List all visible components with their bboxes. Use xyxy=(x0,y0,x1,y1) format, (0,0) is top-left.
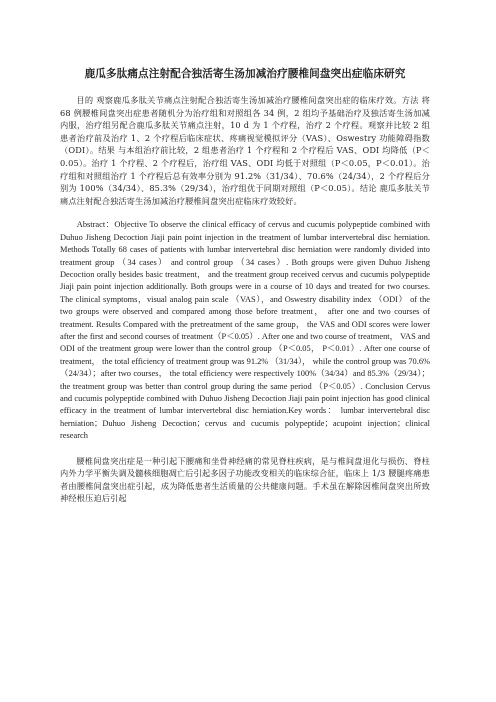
body-introduction: 腰椎间盘突出症是一种引起下腰痛和坐骨神经痛的常见脊柱疾病，是与椎间盘退化与损伤、脊柱内外力学平衡失调及髓核细胞凋亡后引起多因子功能改变相关的临床综合征，临床上 1/3 腰腿疼痛患者由腰椎间盘突出症引起，成为降低患者生活质量的公共健康问题。手术虽在解除因椎间盘突出所致神经根压迫后引起 xyxy=(60,455,430,504)
paper-page xyxy=(60,62,430,505)
paper-title: 鹿瓜多肽痛点注射配合独活寄生汤加减治疗腰椎间盘突出症临床研究 xyxy=(84,68,406,80)
abstract-english: Abstract：Objective To observe the clinical efficacy of cervus and cucumis polypeptide combined with Duhuo Jisheng Decoction Jiaji pain point injection in the treatment of lumbar intervertebral disc herniation. Methods Totally 68 cases of patients with lumbar intervertebral disc herniation were randomly divided into treatment group （34 cases） and control group （34 cases）. Both groups were given Duhuo Jisheng Decoction orally besides basic treatment， and the treatment group received cervus and cucumis polypeptide Jiaji pain point injection additionally. Both groups were in a course of 10 days and treated for two courses. The clinical symptoms，visual analog pain scale （VAS），and Oswestry disability index （ODI） of the two groups were observed and compared among those before treatment， after one and two courses of treatment. Results Compared with the pretreatment of the same group， the VAS and ODI scores were lower after the first and second courses of treatment（P＜0.05）. After one and two course of treatment， VAS and ODI of the treatment group were lower than the control group （P＜0.05， P＜0.01）. After one course of treatment， the total efficiency of treatment group was 91.2% （31/34）， while the control group was 70.6% （24/34）；after two courses， the total efficiency were respectively 100%（34/34）and 85.3%（29/34）；the treatment group was better than control group during the same period （P＜0.05）. Conclusion Cervus and cucumis polypeptide combined with Duhuo Jisheng Decoction Jiaji pain point injection has good clinical efficacy in the treatment of lumbar intervertebral disc herniation.Key words： lumbar intervertebral disc herniation；Duhuo Jisheng Decoction；cervus and cucumis polypeptide；acupoint injection；clinical research xyxy=(60,220,430,441)
abstract-chinese: 目的 观察鹿瓜多肽关节痛点注射配合独活寄生汤加减治疗腰椎间盘突出症的临床疗效。方法 将 68 例腰椎间盘突出症患者随机分为治疗组和对照组各 34 例，2 组均予基础治疗及独活寄生汤加减内服，治疗组另配合鹿瓜多肽关节痛点注射，10 d 为 1 个疗程，治疗 2 个疗程。观察并比较 2 组患者治疗前及治疗 1、2 个疗程后临床症状、疼痛视觉模拟评分（VAS）、Oswestry 功能障碍指数（ODI）。结果 与本组治疗前比较，2 组患者治疗 1 个疗程和 2 个疗程后 VAS、ODI 均降低（P＜0.05）。治疗 1 个疗程、2 个疗程后，治疗组 VAS、ODI 均低于对照组（P＜0.05，P＜0.01）。治疗组和对照组治疗 1 个疗程后总有效率分别为 91.2%（31/34）、70.6%（24/34），2 个疗程后分别为 100%（34/34）、85.3%（29/34），治疗组优于同期对照组（P＜0.05）。结论 鹿瓜多肽关节痛点注射配合独活寄生汤加减治疗腰椎间盘突出症临床疗效较好。 xyxy=(60,95,430,206)
